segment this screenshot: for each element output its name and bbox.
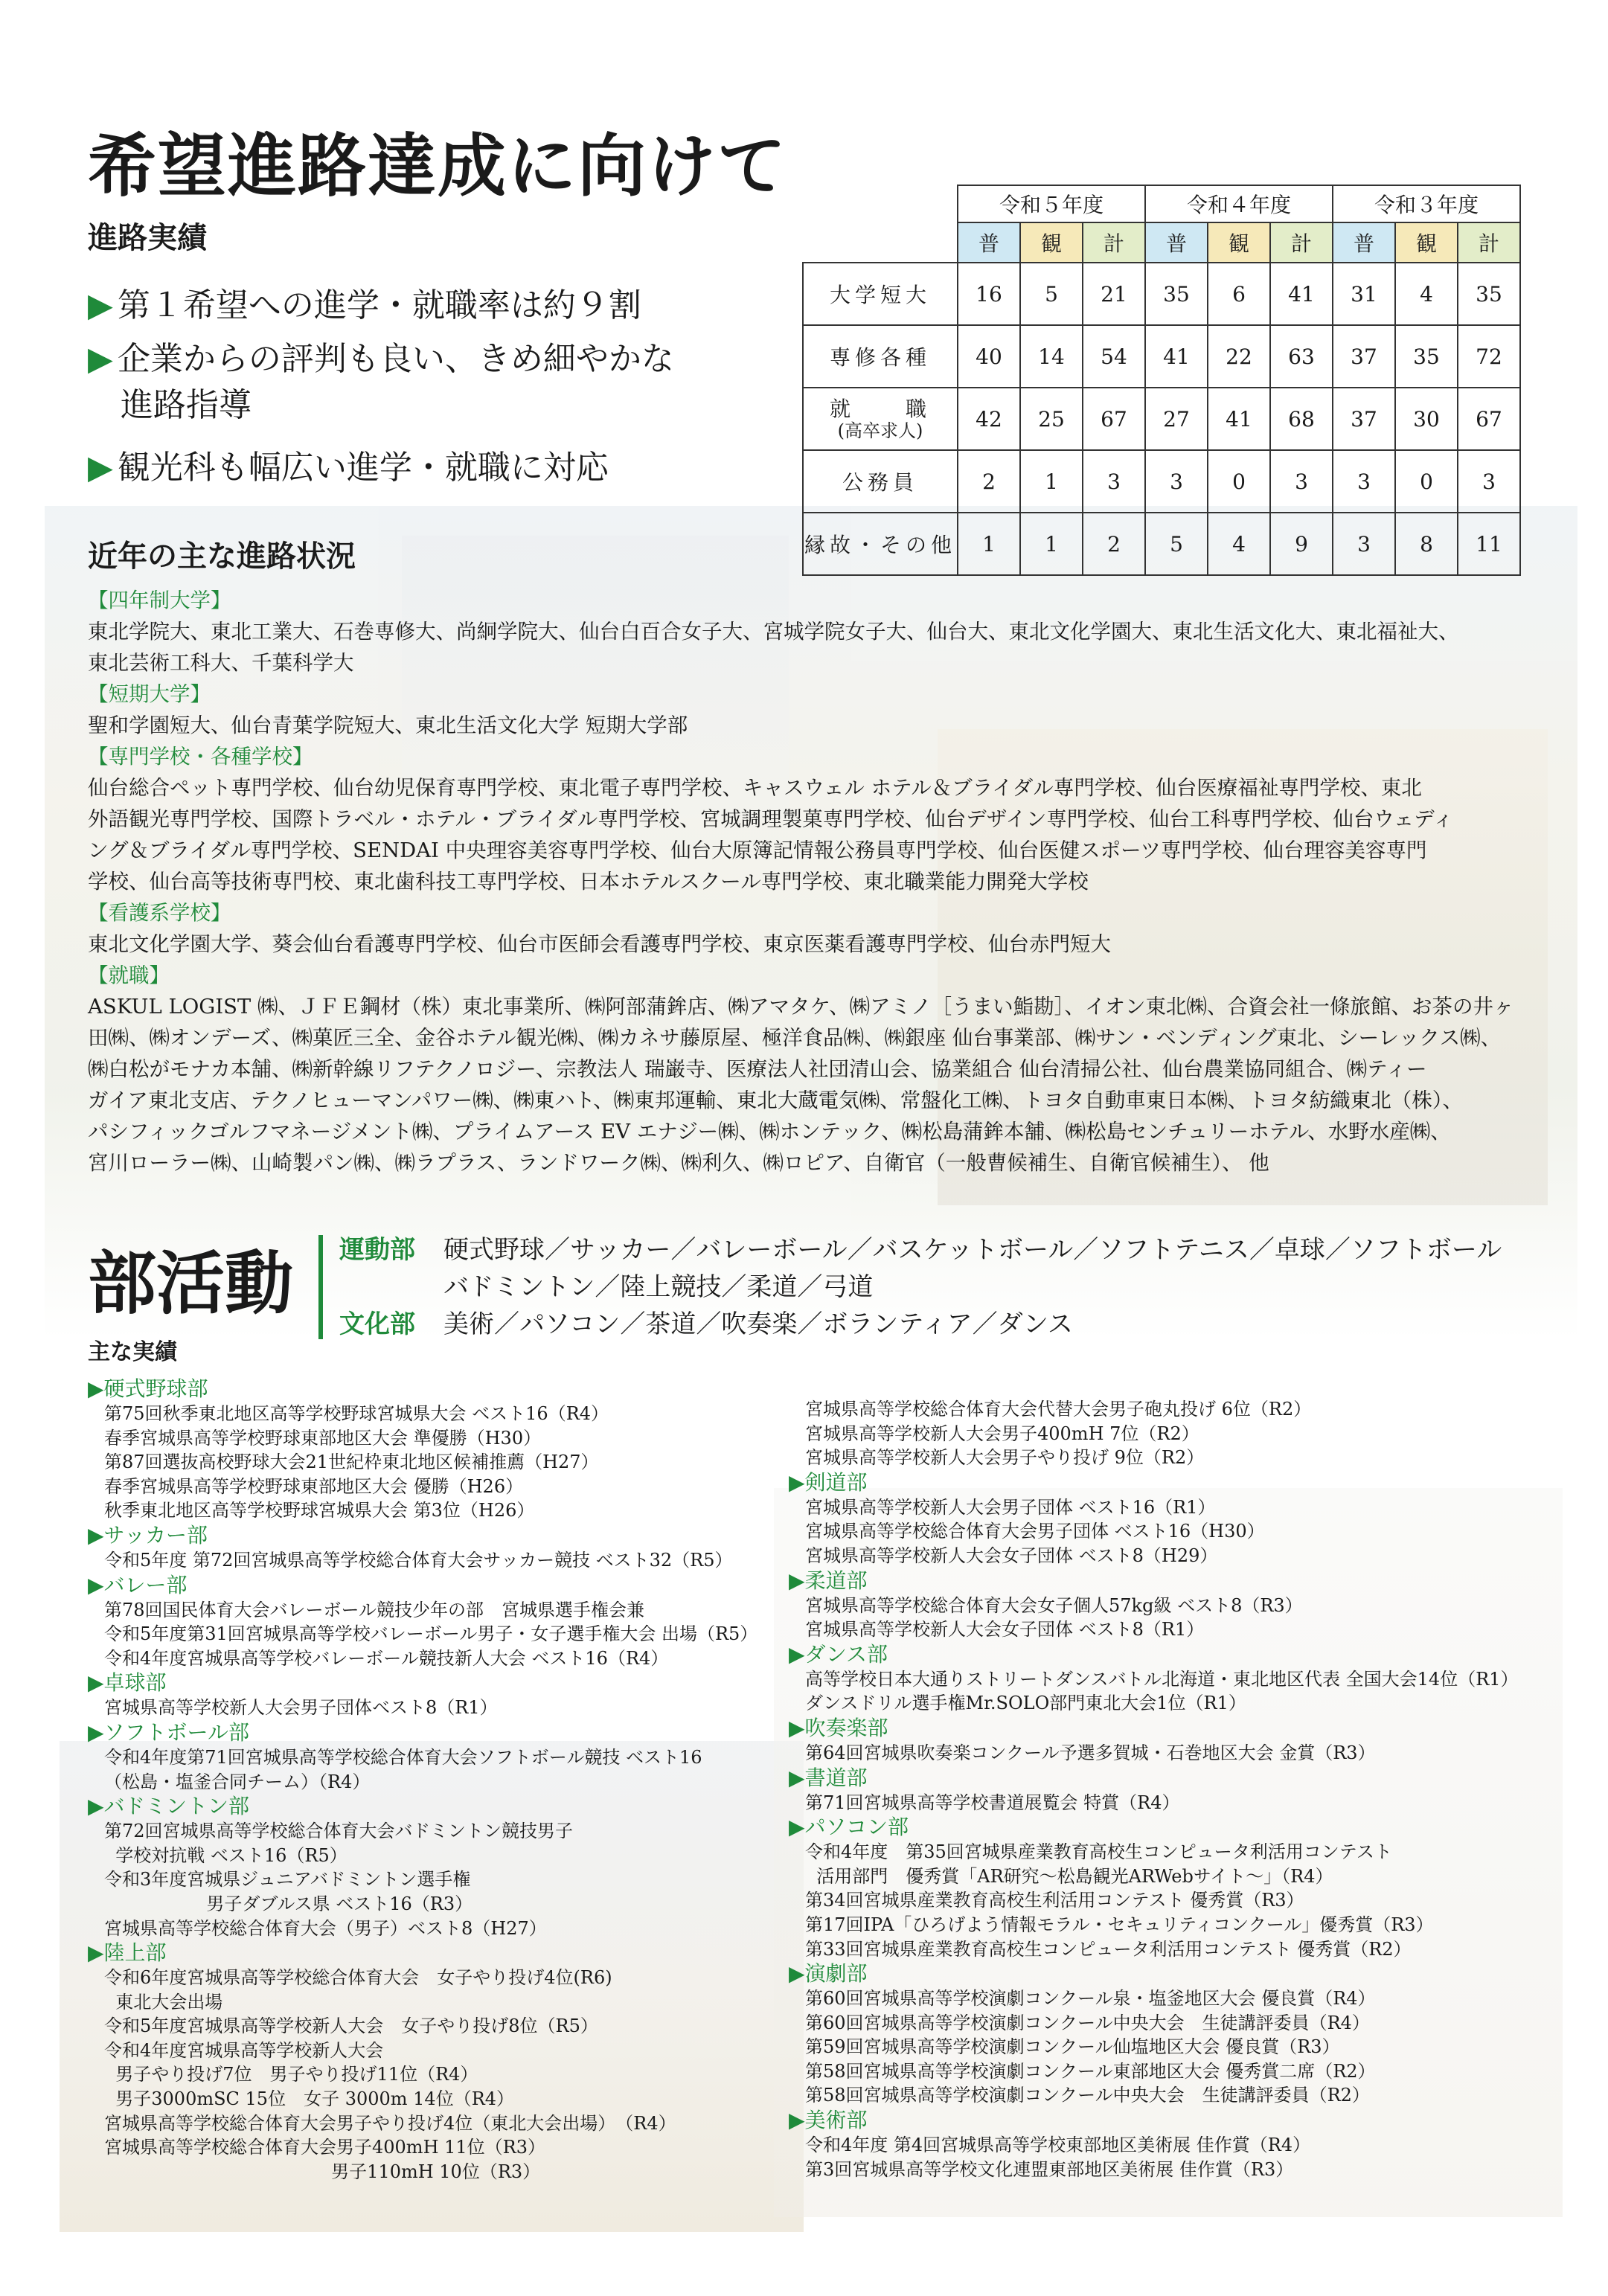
achievement-line: 第60回宮城県高等学校演劇コンクール泉・塩釜地区大会 優良賞（R4） — [805, 1988, 1376, 2010]
cell: 25 — [1020, 388, 1083, 450]
achievement-line: 男子110mH 10位（R3） — [104, 2161, 541, 2182]
category-text: ング＆ブライダル専門学校、SENDAI 中央理容美容専門学校、仙台大原簿記情報公務員専門学校、仙台医健スポーツ専門学校、仙台理容美容専門 — [88, 838, 1427, 862]
triangle-icon: ▶ — [88, 286, 113, 324]
cell: 1 — [958, 513, 1020, 575]
table-row — [803, 263, 1520, 325]
row-label: 就 職 (高卒求人) — [803, 388, 958, 450]
achievement-line: 第87回選抜高校野球大会21世紀枠東北地区候補推薦（H27） — [104, 1452, 599, 1473]
category-text: 東北学院大、東北工業大、石巻専修大、尚絅学院大、仙台白百合女子大、宮城学院女子大、仙台大、東北文化学園大、東北生活文化大、東北福祉大、 — [88, 620, 1459, 644]
cell: 6 — [1208, 263, 1270, 325]
cell: 2 — [1083, 513, 1145, 575]
subhead-futsu: 普 — [958, 222, 1020, 263]
club-heading: ▶書道部 — [789, 1765, 868, 1790]
cell: 35 — [1145, 263, 1208, 325]
achievement-line: 令和4年度 第35回宮城県産業教育高校生コンピュータ利活用コンテスト — [805, 1841, 1392, 1863]
subhead-kanko: 観 — [1020, 222, 1083, 263]
achievement-line: 宮城県高等学校新人大会男子団体 ベスト16（R1） — [805, 1496, 1216, 1518]
club-heading: ▶演劇部 — [789, 1961, 868, 1986]
category-label: 【短期大学】 — [88, 682, 211, 706]
category-label: 【看護系学校】 — [88, 901, 231, 925]
club-heading: ▶硬式野球部 — [88, 1376, 208, 1401]
achievement-line: 宮城県高等学校総合体育大会男子団体 ベスト16（H30） — [805, 1521, 1265, 1542]
achievement-line: 第72回宮城県高等学校総合体育大会バドミントン競技男子 — [104, 1821, 574, 1842]
bullet-2: ▶ 企業からの評判も良い、きめ細やかな — [88, 340, 674, 378]
achievement-line: 男子ダブルス県 ベスト16（R3） — [104, 1893, 473, 1914]
achievement-line: 宮城県高等学校総合体育大会女子個人57kg級 ベスト8（R3） — [805, 1594, 1303, 1616]
cell: 1 — [1020, 450, 1083, 513]
achievement-line: 令和5年度第31回宮城県高等学校バレーボール男子・女子選手権大会 出場（R5） — [104, 1623, 758, 1645]
cell: 21 — [1083, 263, 1145, 325]
achievement-line: 男子やり投げ7位 男子やり投げ11位（R4） — [104, 2064, 478, 2085]
achievement-line: 第75回秋季東北地区高等学校野球宮城県大会 ベスト16（R4） — [104, 1403, 609, 1424]
achievement-line: 令和6年度宮城県高等学校総合体育大会 女子やり投げ4位(R6) — [104, 1967, 612, 1989]
category-text: ASKUL LOGIST ㈱、ＪＦＥ鋼材（株）東北事業所、㈱阿部蒲鉾店、㈱アマタケ、㈱アミノ［うまい鮨勘］、イオン東北㈱、合資会社一條旅館、お茶の井ヶ — [88, 995, 1514, 1019]
achievement-line: 第64回宮城県吹奏楽コンクール予選多賀城・石巻地区大会 金賞（R3） — [805, 1742, 1376, 1763]
achievement-line: 令和4年度第71回宮城県高等学校総合体育大会ソフトボール競技 ベスト16 — [104, 1746, 702, 1768]
career-results-table — [802, 185, 1521, 576]
club-heading: ▶吹奏楽部 — [789, 1715, 888, 1740]
cell: 3 — [1145, 450, 1208, 513]
recent-heading: 近年の主な進路状況 — [88, 539, 356, 574]
row-label: 公務員 — [803, 450, 958, 513]
culture-clubs: 美術／パソコン／茶道／吹奏楽／ボランティア／ダンス — [443, 1309, 1073, 1339]
cell: 1 — [1020, 513, 1083, 575]
sports-clubs-2: バドミントン／陸上競技／柔道／弓道 — [443, 1272, 874, 1302]
recent-career-list — [88, 585, 1539, 1179]
achievements-right — [789, 1397, 1563, 2181]
subhead-kei: 計 — [1083, 222, 1145, 263]
cell: 4 — [1395, 263, 1458, 325]
achievement-line: 第17回IPA「ひろげよう情報モラル・セキュリティコンクール」優秀賞（R3） — [805, 1914, 1434, 1935]
sports-clubs: 硬式野球／サッカー／バレーボール／バスケットボール／ソフトテニス／卓球／ソフトボール — [443, 1235, 1502, 1265]
achievement-line: 活用部門 優秀賞「AR研究～松島観光ARWebサイト～」（R4） — [805, 1865, 1333, 1887]
row-label: 専修各種 — [803, 325, 958, 388]
achievement-line: 男子3000mSC 15位 女子 3000m 14位（R4） — [104, 2088, 515, 2110]
achievement-line: 宮城県高等学校新人大会男子団体ベスト8（R1） — [104, 1697, 498, 1719]
year-header: 令和３年度 — [1333, 185, 1520, 222]
achievement-line: 春季宮城県高等学校野球東部地区大会 準優勝（H30） — [104, 1427, 542, 1449]
cell: 37 — [1333, 325, 1395, 388]
club-heading: ▶バドミントン部 — [88, 1794, 249, 1819]
cell: 27 — [1145, 388, 1208, 450]
shinro-heading: 進路実績 — [88, 221, 207, 255]
cell: 5 — [1145, 513, 1208, 575]
achievement-line: 宮城県高等学校総合体育大会代替大会男子砲丸投げ 6位（R2） — [805, 1399, 1312, 1420]
cell: 63 — [1270, 325, 1333, 388]
club-heading: ▶サッカー部 — [88, 1522, 208, 1548]
cell: 72 — [1458, 325, 1520, 388]
cell: 8 — [1395, 513, 1458, 575]
table-row — [803, 388, 1520, 450]
subhead-kanko: 観 — [1395, 222, 1458, 263]
cell: 3 — [1333, 513, 1395, 575]
subhead-futsu: 普 — [1145, 222, 1208, 263]
category-text: 宮川ローラー㈱、山崎製パン㈱、㈱ラプラス、ランドワーク㈱、㈱利久、㈱ロピア、自衛官（一般曹候補生、自衛官候補生）、 他 — [88, 1151, 1269, 1175]
achievement-line: 令和4年度宮城県高等学校バレーボール競技新人大会 ベスト16（R4） — [104, 1647, 669, 1669]
cell: 14 — [1020, 325, 1083, 388]
bullet-3: ▶ 観光科も幅広い進学・就職に対応 — [88, 449, 609, 487]
category-text: パシフィックゴルフマネージメント㈱、プライムアース EV エナジー㈱、㈱ホンテック、㈱松島蒲鉾本舗、㈱松島センチュリーホテル、水野水産㈱、 — [88, 1120, 1451, 1144]
achievement-line: 学校対抗戦 ベスト16（R5） — [104, 1844, 347, 1866]
achievement-line: 第58回宮城県高等学校演劇コンクール中央大会 生徒講評委員（R2） — [805, 2085, 1370, 2106]
category-text: 仙台総合ペット専門学校、仙台幼児保育専門学校、東北電子専門学校、キャスウェル ホテル＆ブライダル専門学校、仙台医療福祉専門学校、東北 — [88, 776, 1422, 800]
club-heading: ▶ダンス部 — [789, 1641, 888, 1667]
table-row — [803, 325, 1520, 388]
cell: 9 — [1270, 513, 1333, 575]
category-label: 【四年制大学】 — [88, 589, 231, 612]
achievement-line: 令和4年度 第4回宮城県高等学校東部地区美術展 佳作賞（R4） — [805, 2135, 1311, 2156]
category-text: ガイア東北支店、テクノヒューマンパワー㈱、㈱東ハト、㈱東邦運輸、東北大蔵電気㈱、常盤化工㈱、トヨタ自動車東日本㈱、トヨタ紡織東北（株）、 — [88, 1088, 1463, 1112]
cell: 4 — [1208, 513, 1270, 575]
achievement-line: 令和4年度宮城県高等学校新人大会 — [104, 2039, 384, 2061]
culture-label: 文化部 — [339, 1309, 415, 1339]
cell: 0 — [1395, 450, 1458, 513]
category-text: 外語観光専門学校、国際トラベル・ホテル・ブライダル専門学校、宮城調理製菓専門学校、仙台デザイン専門学校、仙台工科専門学校、仙台ウェディ — [88, 807, 1454, 831]
category-text: 東北文化学園大学、葵会仙台看護専門学校、仙台市医師会看護専門学校、東京医薬看護専門学校、仙台赤門短大 — [88, 932, 1111, 956]
category-label: 【就職】 — [88, 963, 170, 987]
achievement-line: 宮城県高等学校総合体育大会（男子）ベスト8（H27） — [104, 1917, 547, 1939]
achievement-line: 令和5年度宮城県高等学校新人大会 女子やり投げ8位（R5） — [104, 2016, 598, 2037]
achievement-line: 宮城県高等学校新人大会男子400mH 7位（R2） — [805, 1423, 1199, 1444]
achievement-line: 春季宮城県高等学校野球東部地区大会 優勝（H26） — [104, 1475, 524, 1497]
subhead-kei: 計 — [1458, 222, 1520, 263]
cell: 41 — [1145, 325, 1208, 388]
achievement-line: 第71回宮城県高等学校書道展覧会 特賞（R4） — [805, 1792, 1180, 1813]
cell: 0 — [1208, 450, 1270, 513]
cell: 68 — [1270, 388, 1333, 450]
achievement-line: 第34回宮城県産業教育高校生利活用コンテスト 優秀賞（R3） — [805, 1890, 1304, 1911]
category-text: 田㈱、㈱オンデーズ、㈱菓匠三全、金谷ホテル観光㈱、㈱カネサ藤原屋、極洋食品㈱、㈱銀座 仙台事業部、㈱サン・ベンディング東北、シーレックス㈱、 — [88, 1026, 1502, 1050]
achievement-line: 第58回宮城県高等学校演劇コンクール東部地区大会 優秀賞二席（R2） — [805, 2060, 1376, 2082]
club-heading: ▶陸上部 — [88, 1940, 167, 1966]
achievement-line: 宮城県高等学校総合体育大会男子400mH 11位（R3） — [104, 2137, 546, 2158]
cell: 31 — [1333, 263, 1395, 325]
row-label: 縁故・その他 — [803, 513, 958, 575]
cell: 3 — [1458, 450, 1520, 513]
cell: 16 — [958, 263, 1020, 325]
bukatsu-title: 部活動 — [88, 1244, 294, 1324]
cell: 35 — [1458, 263, 1520, 325]
cell: 30 — [1395, 388, 1458, 450]
cell: 42 — [958, 388, 1020, 450]
achievement-line: 宮城県高等学校新人大会女子団体 ベスト8（H29） — [805, 1545, 1218, 1566]
cell: 11 — [1458, 513, 1520, 575]
subhead-kanko: 観 — [1208, 222, 1270, 263]
category-text: 東北芸術工科大、千葉科学大 — [88, 651, 354, 675]
subhead-futsu: 普 — [1333, 222, 1395, 263]
sports-label: 運動部 — [339, 1235, 415, 1265]
achievement-line: ダンスドリル選手権Mr.SOLO部門東北大会1位（R1） — [805, 1693, 1246, 1714]
cell: 35 — [1395, 325, 1458, 388]
club-heading: ▶パソコン部 — [789, 1815, 909, 1840]
achievement-line: 宮城県高等学校総合体育大会男子やり投げ4位（東北大会出場） （R4） — [104, 2112, 676, 2134]
table-row — [803, 450, 1520, 513]
bullet-1: ▶ 第１希望への進学・就職率は約９割 — [88, 286, 641, 324]
year-header: 令和５年度 — [958, 185, 1145, 222]
cell: 41 — [1270, 263, 1333, 325]
achievement-line: 第3回宮城県高等学校文化連盟東部地区美術展 佳作賞（R3） — [805, 2158, 1294, 2180]
achievements-left — [88, 1376, 802, 2184]
cell: 2 — [958, 450, 1020, 513]
category-text: ㈱白松がモナカ本舗、㈱新幹線リフテクノロジー、宗教法人 瑞巌寺、医療法人社団清山会、協業組合 仙台清掃公社、仙台農業協同組合、㈱ティー — [88, 1057, 1427, 1081]
cell: 22 — [1208, 325, 1270, 388]
achievements-heading: 主な実績 — [88, 1339, 177, 1365]
cell: 3 — [1083, 450, 1145, 513]
category-text: 学校、仙台高等技術専門校、東北歯科技工専門学校、日本ホテルスクール専門学校、東北職業能力開発大学校 — [88, 870, 1089, 894]
club-list — [339, 1231, 1502, 1343]
year-header: 令和４年度 — [1145, 185, 1333, 222]
achievement-line: 令和3年度宮城県ジュニアバドミントン選手権 — [104, 1869, 471, 1891]
achievement-line: 第60回宮城県高等学校演劇コンクール中央大会 生徒講評委員（R4） — [805, 2012, 1370, 2033]
cell: 67 — [1083, 388, 1145, 450]
bullet-2-cont: 進路指導 — [121, 386, 252, 424]
cell: 54 — [1083, 325, 1145, 388]
achievement-line: 第78回国民体育大会バレーボール競技少年の部 宮城県選手権会兼 — [104, 1599, 645, 1620]
club-heading: ▶ソフトボール部 — [88, 1719, 249, 1745]
cell: 40 — [958, 325, 1020, 388]
table-row — [803, 513, 1520, 575]
triangle-icon: ▶ — [88, 449, 113, 487]
cell: 5 — [1020, 263, 1083, 325]
cell: 37 — [1333, 388, 1395, 450]
cell: 3 — [1270, 450, 1333, 513]
row-label: 大学短大 — [803, 263, 958, 325]
achievement-line: （松島・塩釜合同チーム）（R4） — [104, 1771, 371, 1792]
page-title: 希望進路達成に向けて — [88, 126, 788, 206]
achievement-line: 宮城県高等学校新人大会男子やり投げ 9位（R2） — [805, 1447, 1205, 1469]
divider-bar — [318, 1235, 323, 1339]
club-heading: ▶バレー部 — [88, 1572, 188, 1597]
club-heading: ▶柔道部 — [789, 1568, 868, 1593]
cell: 3 — [1333, 450, 1395, 513]
club-heading: ▶美術部 — [789, 2108, 868, 2133]
cell: 41 — [1208, 388, 1270, 450]
achievement-line: 第33回宮城県産業教育高校生コンピュータ利活用コンテスト 優秀賞（R2） — [805, 1938, 1412, 1960]
achievement-line: 秋季東北地区高等学校野球宮城県大会 第3位（H26） — [104, 1500, 535, 1521]
cell: 67 — [1458, 388, 1520, 450]
club-heading: ▶剣道部 — [789, 1469, 868, 1495]
club-heading: ▶卓球部 — [88, 1670, 167, 1696]
category-text: 聖和学園短大、仙台青葉学院短大、東北生活文化大学 短期大学部 — [88, 714, 688, 737]
achievement-line: 東北大会出場 — [104, 1991, 223, 2013]
achievement-line: 第59回宮城県高等学校演劇コンクール仙塩地区大会 優良賞（R3） — [805, 2036, 1340, 2058]
subhead-kei: 計 — [1270, 222, 1333, 263]
category-label: 【専門学校・各種学校】 — [88, 745, 313, 769]
achievement-line: 令和5年度 第72回宮城県高等学校総合体育大会サッカー競技 ベスト32（R5） — [104, 1549, 733, 1571]
achievement-line: 宮城県高等学校新人大会女子団体 ベスト8（R1） — [805, 1619, 1205, 1641]
triangle-icon: ▶ — [88, 340, 113, 378]
achievement-line: 高等学校日本大通りストリートダンスバトル北海道・東北地区代表 全国大会14位（R1） — [805, 1668, 1519, 1690]
